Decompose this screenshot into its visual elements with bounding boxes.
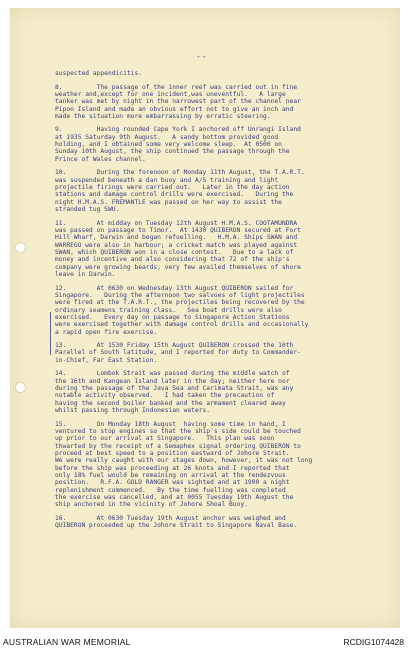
- text-line: QUIBERON proceeded up the Johore Strait to Singapore Naval Base.: [55, 522, 298, 530]
- text-line: tanker was met by night in the narrowest part of the channel near: [55, 98, 301, 106]
- text-line: Singapore. During the afternoon two salvoes of light projectiles: [55, 291, 305, 299]
- text-line: 9. Having rounded Cape York I anchored off Unrangi Island: [55, 126, 301, 134]
- text-line: was passed on passage to Timor. At 1430 QUIBERON secured at Fort: [55, 226, 301, 234]
- text-line: only 18% fuel would be remaining on arrival at the rendezvous: [55, 472, 286, 479]
- archive-name: AUSTRALIAN WAR MEMORIAL: [3, 637, 131, 647]
- text-line: replenishment commenced. By the time fuelling was completed: [55, 486, 286, 494]
- text-line: before the ship was proceeding at 26 knots and I reported that: [55, 464, 290, 472]
- text-line: 14. Lombok Strait was passed during the middle watch of: [55, 370, 290, 378]
- text-line: night H.M.A.S. FREMANTLE was passed on her way to assist the: [55, 198, 282, 206]
- text-line: holding, and I obtained some very welcome sleep. At 0500 on: [55, 141, 282, 149]
- text-line: stations and damage control drills were exercised. During the: [55, 191, 294, 199]
- text-line: We were really caught with our stages down, however, it was not long: [55, 457, 313, 465]
- text-line: 8. The passage of the inner reef was carried out in fine: [55, 83, 298, 91]
- text-line: Parallel of South latitude, and I reported for duty to Commander-: [55, 349, 301, 357]
- text-line: position. R.F.A. GOLD RANGER was sighted and at 1900 a night: [55, 479, 290, 487]
- text-line: the 16th and Kangean Island later in the day; neither here nor: [55, 377, 290, 385]
- paragraph: [55, 70, 385, 77]
- text-line: proceed at best speed to a position eastward of Johore Strait.: [55, 449, 290, 457]
- text-line: 11. At midday on Tuesday 12th August H.M.A.S. COOTAMUNDRA: [55, 219, 298, 227]
- text-line: stranded tug SWU.: [55, 206, 120, 214]
- text-line: Prince of Wales channel.: [55, 155, 146, 163]
- archive-footer: [0, 630, 408, 653]
- paragraph: [55, 126, 385, 163]
- text-line: were exercised together with damage control drills and occasionally: [55, 321, 309, 329]
- text-line: weather and,except for one incident,was uneventful. A large: [55, 90, 286, 98]
- paragraph: [55, 220, 385, 279]
- paragraph: [55, 84, 385, 121]
- text-line: in-Chief, Far East Station.: [55, 356, 158, 364]
- text-line: 13. At 1530 Friday 15th August QUIBERON crossed the 10th: [55, 342, 294, 350]
- text-line: WARREGO were also in harbour; a cricket match was played against: [55, 241, 298, 249]
- text-line: the exercise was cancelled, and at 0055 Tuesday 19th August the: [55, 494, 294, 502]
- text-line: was suspended beneath a dan buoy and A/S training and light: [55, 176, 279, 184]
- text-line: leave in Darwin.: [55, 271, 116, 278]
- text-line: ordinary seamens training class. Sea boat drills were also: [55, 306, 282, 314]
- paragraph: [55, 169, 385, 213]
- text-line: during the passage of the Java Sea and Carimata Strait, was any: [55, 385, 294, 393]
- text-line: suspected appendicitis.: [55, 70, 143, 77]
- page-mark: --: [196, 52, 208, 61]
- paragraph: [55, 342, 385, 364]
- text-line: Hill Wharf, Darwin and began refuelling. H.M.A. Ships SWAN and: [55, 234, 298, 242]
- punch-hole-bottom: [15, 382, 26, 393]
- punch-hole-top: [15, 242, 26, 253]
- text-line: money and incentive and also considering that 72 of the ship's: [55, 256, 290, 264]
- paragraph: [55, 421, 385, 509]
- text-line: SWAN, which QUIBERON won in a close contest. Due to a lack of: [55, 248, 294, 256]
- text-line: Pipon Island and made an obvious effort not to give an inch and: [55, 105, 294, 113]
- text-line: projectile firings were carried out. Later in the day action: [55, 184, 290, 192]
- text-line: a rapid open fire exercise.: [55, 328, 158, 336]
- text-line: company were growing beards, very few availed themselves of shore: [55, 263, 301, 271]
- text-line: at 1935 Saturday 9th August. A sandy bottom provided good: [55, 133, 279, 141]
- text-line: notable activity observed. I had taken the precaution of: [55, 392, 275, 400]
- text-line: were fired at the T.A.R.T., the projectiles being recovered by the: [55, 299, 305, 307]
- paragraph: [55, 370, 385, 414]
- text-line: having the second boiler banked and the armament cleared away: [55, 399, 286, 407]
- paragraph: [55, 515, 385, 530]
- text-line: Sunday 10th August, the ship continued the passage through the: [55, 148, 290, 156]
- text-line: up prior to our arrival at Singapore. This plan was soon: [55, 435, 275, 443]
- document-body: [55, 70, 385, 536]
- text-line: ship anchored in the vicinity of Johore Shoal Buoy.: [55, 501, 248, 509]
- text-line: ventured to stop engines so that the ship's side could be touched: [55, 427, 301, 435]
- archive-reference-id: RCDIG1074428: [343, 637, 404, 647]
- text-line: thwarted by the receipt of a Semaphex signal ordering QUIBERON to: [55, 442, 301, 450]
- text-line: 12. At 0630 on Wednesday 13th August QUIBERON sailed for: [55, 284, 294, 292]
- paragraph: [55, 285, 385, 336]
- margin-line-marking: [50, 312, 51, 355]
- text-line: 10. During the forenoon of Monday 11th August, the T.A.R.T.: [55, 169, 305, 177]
- text-line: whilst passing through Indonesian waters.: [55, 407, 211, 415]
- text-line: exercised. Every day on passage to Singapore Action Stations: [55, 313, 290, 321]
- text-line: 15. On Monday 18th August having some time in hand, I: [55, 420, 286, 428]
- text-line: made the situation more embarrassing by erratic steering.: [55, 112, 271, 120]
- text-line: 16. At 0630 Tuesday 19th August anchor was weighed and: [55, 514, 286, 522]
